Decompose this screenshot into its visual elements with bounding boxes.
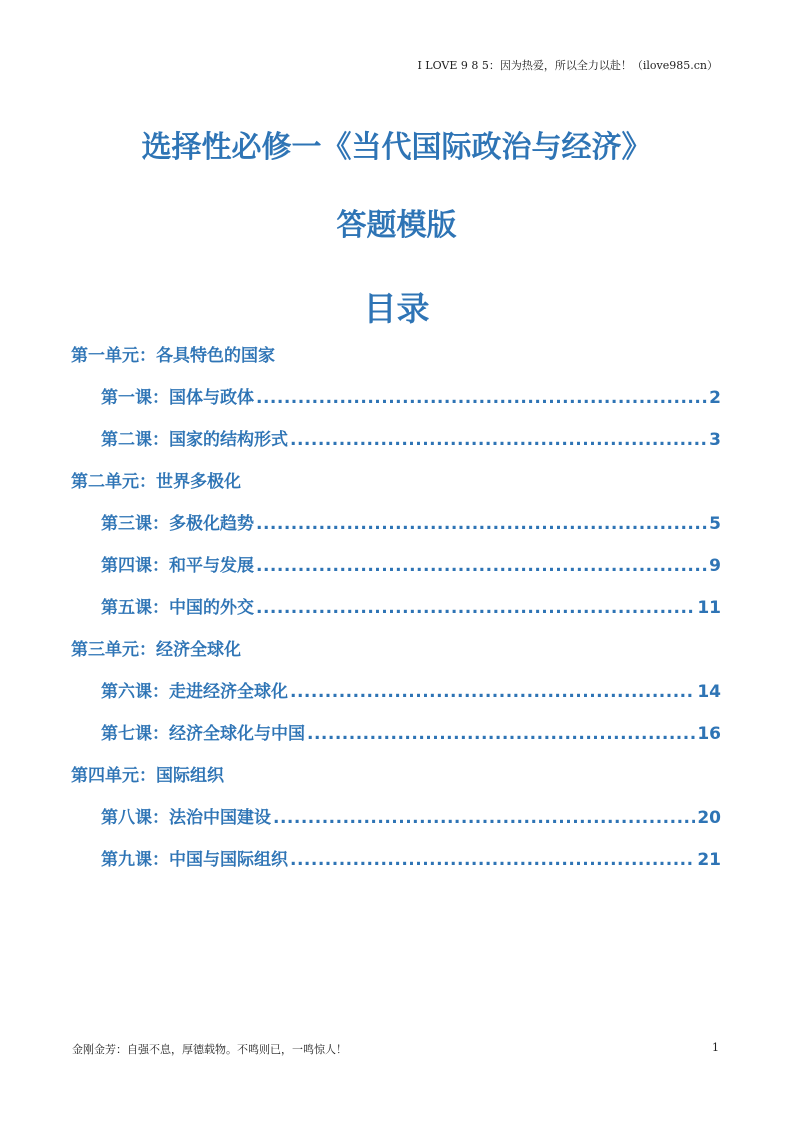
toc-leader-dots xyxy=(307,718,695,750)
toc-leader-dots xyxy=(256,550,707,582)
toc-leader-dots xyxy=(256,592,695,624)
toc-page-number: 20 xyxy=(697,808,721,828)
toc-unit-1[interactable]: 第一单元：各具特色的国家 xyxy=(71,346,275,366)
toc-page-number: 3 xyxy=(709,430,721,450)
toc-lesson-title: 第五课：中国的外交 xyxy=(101,598,254,618)
toc-page-number: 5 xyxy=(709,514,721,534)
toc-lesson-9[interactable] xyxy=(71,844,721,886)
toc-lesson-title: 第三课：多极化趋势 xyxy=(101,514,254,534)
header-note: I LOVE 9 8 5：因为热爱，所以全力以赴！（ilove985.cn） xyxy=(417,59,718,72)
toc-page-number: 16 xyxy=(697,724,721,744)
toc-page-number: 2 xyxy=(709,388,721,408)
document-title: 选择性必修一《当代国际政治与经济》 xyxy=(141,130,652,165)
table-of-contents xyxy=(71,340,721,886)
toc-page-number: 11 xyxy=(697,598,721,618)
toc-lesson-title: 第六课：走进经济全球化 xyxy=(101,682,288,702)
toc-lesson-7[interactable] xyxy=(71,718,721,760)
toc-lesson-title: 第七课：经济全球化与中国 xyxy=(101,724,305,744)
toc-unit-2[interactable]: 第二单元：世界多极化 xyxy=(71,472,241,492)
toc-page-number: 9 xyxy=(709,556,721,576)
toc-page-number: 21 xyxy=(697,850,721,870)
toc-lesson-6[interactable] xyxy=(71,676,721,718)
toc-unit-4[interactable]: 第四单元：国际组织 xyxy=(71,766,224,786)
footer-motto: 金刚金芳：自强不息，厚德载物。不鸣则已，一鸣惊人！ xyxy=(72,1043,347,1056)
toc-lesson-3[interactable] xyxy=(71,508,721,550)
toc-lesson-title: 第九课：中国与国际组织 xyxy=(101,850,288,870)
toc-lesson-title: 第一课：国体与政体 xyxy=(101,388,254,408)
toc-lesson-1[interactable] xyxy=(71,382,721,424)
toc-page-number: 14 xyxy=(697,682,721,702)
toc-leader-dots xyxy=(290,676,695,708)
toc-lesson-title: 第八课：法治中国建设 xyxy=(101,808,271,828)
toc-leader-dots xyxy=(290,844,695,876)
toc-lesson-title: 第二课：国家的结构形式 xyxy=(101,430,288,450)
toc-leader-dots xyxy=(273,802,695,834)
toc-leader-dots xyxy=(290,424,707,456)
toc-leader-dots xyxy=(256,508,707,540)
toc-lesson-2[interactable] xyxy=(71,424,721,466)
toc-unit-3[interactable]: 第三单元：经济全球化 xyxy=(71,640,241,660)
document-subtitle: 答题模版 xyxy=(336,208,457,243)
footer-page-number: 1 xyxy=(712,1041,719,1054)
toc-lesson-5[interactable] xyxy=(71,592,721,634)
toc-lesson-4[interactable] xyxy=(71,550,721,592)
toc-lesson-title: 第四课：和平与发展 xyxy=(101,556,254,576)
toc-heading: 目录 xyxy=(363,289,430,328)
toc-lesson-8[interactable] xyxy=(71,802,721,844)
toc-leader-dots xyxy=(256,382,707,414)
